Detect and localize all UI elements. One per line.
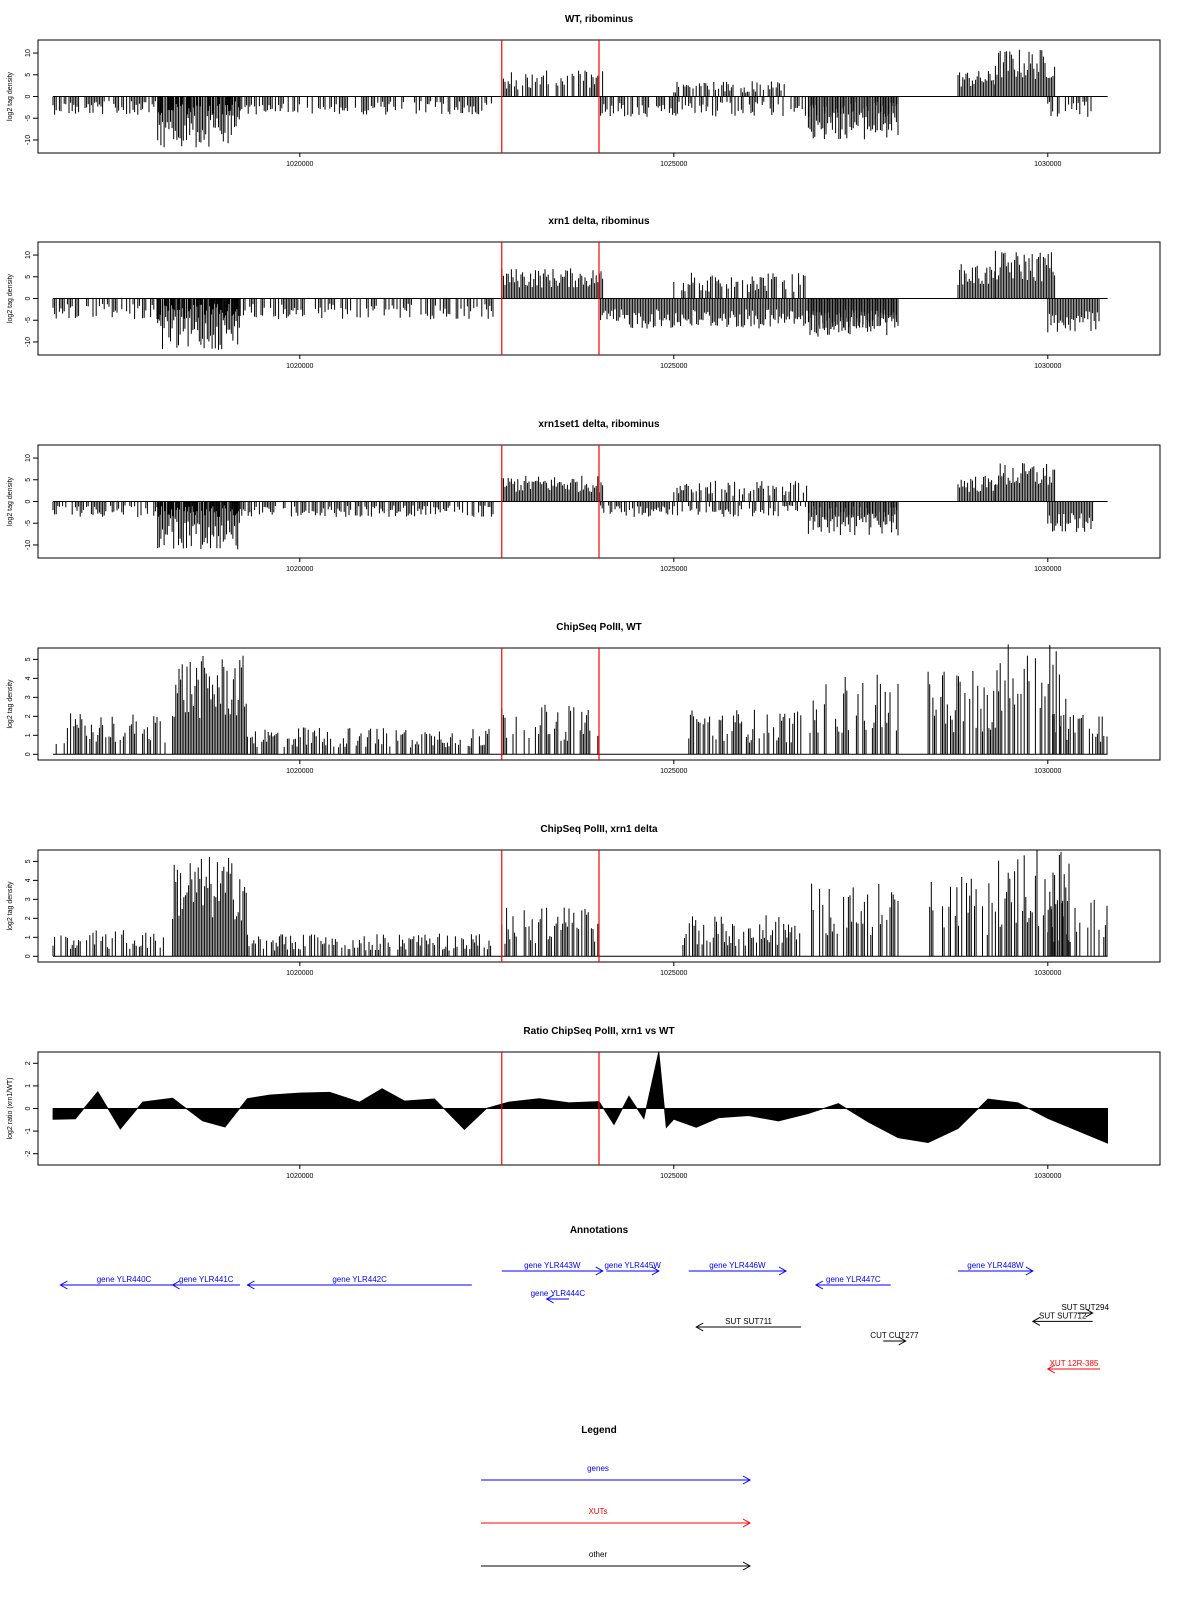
y-tick-label: 4 [25, 878, 32, 883]
gene-label: gene YLR446W [709, 1261, 766, 1270]
x-tick-label: 1030000 [1034, 161, 1062, 168]
signal-bars [53, 97, 491, 115]
y-tick-label: 2 [25, 916, 32, 921]
gene-label: gene YLR447C [826, 1275, 881, 1284]
y-axis-label: log2 tag density [7, 273, 14, 324]
x-tick-label: 1030000 [1034, 768, 1062, 775]
x-tick-label: 1020000 [286, 970, 314, 977]
y-tick-label: 0 [25, 94, 32, 99]
gene-label: gene YLR440C [96, 1275, 152, 1284]
signal-bars [930, 877, 992, 956]
y-tick-label: 1 [25, 935, 32, 940]
y-tick-label: 0 [25, 954, 32, 959]
legend-label: other [588, 1550, 608, 1559]
y-tick-label: 4 [25, 676, 32, 681]
x-tick-label: 1025000 [660, 161, 688, 168]
y-tick-label: 0 [25, 1106, 32, 1111]
signal-bars [1048, 97, 1091, 117]
panel-title: ChipSeq PolII, WT [556, 622, 642, 633]
panel-title: WT, ribominus [564, 14, 634, 25]
x-tick-label: 1025000 [660, 768, 688, 775]
xut-label: XUT 12R-385 [1049, 1359, 1099, 1368]
x-tick-label: 1020000 [286, 161, 314, 168]
chart-panel [7, 14, 1160, 168]
signal-bars [674, 481, 807, 502]
signal-bars [53, 502, 493, 518]
signal-bars [502, 268, 603, 298]
gene-label: gene YLR448W [967, 1261, 1024, 1270]
y-tick-label: 2 [25, 1061, 32, 1066]
legend-label: genes [587, 1464, 609, 1473]
signal-bars [1048, 502, 1093, 532]
y-tick-label: -5 [25, 115, 32, 122]
y-tick-label: 10 [25, 251, 32, 259]
x-tick-label: 1020000 [286, 1173, 314, 1180]
y-tick-label: 3 [25, 695, 32, 700]
x-tick-label: 1020000 [286, 566, 314, 573]
signal-bars [995, 463, 1054, 501]
signal-bars [173, 857, 247, 956]
x-tick-label: 1030000 [1034, 1173, 1062, 1180]
other-feature-label: SUT SUT712 [1039, 1311, 1087, 1321]
gene-label: gene YLR443W [524, 1261, 581, 1270]
annotations-title: Annotations [569, 1225, 629, 1236]
x-tick-label: 1025000 [660, 363, 688, 370]
y-axis-label: log2 tag density [7, 476, 14, 527]
y-tick-label: -10 [25, 134, 32, 146]
x-tick-label: 1025000 [660, 970, 688, 977]
y-tick-label: -5 [25, 317, 32, 324]
y-tick-label: 1 [25, 1083, 32, 1088]
y-tick-label: -10 [25, 336, 32, 348]
signal-bars [808, 502, 898, 536]
ratio-area [53, 1052, 1108, 1144]
y-tick-label: 10 [25, 49, 32, 57]
y-tick-label: -10 [25, 539, 32, 551]
x-tick-label: 1030000 [1034, 970, 1062, 977]
y-tick-label: 5 [25, 477, 32, 482]
y-tick-label: 2 [25, 714, 32, 719]
x-tick-label: 1020000 [286, 363, 314, 370]
y-tick-label: -2 [25, 1150, 32, 1157]
y-axis-label: log2 tag density [7, 71, 14, 122]
x-tick-label: 1025000 [660, 566, 688, 573]
y-tick-label: -5 [25, 520, 32, 527]
gene-label: gene YLR442C [332, 1275, 387, 1284]
y-tick-label: 5 [25, 274, 32, 279]
signal-bars [958, 71, 995, 96]
signal-bars [502, 476, 603, 502]
x-tick-label: 1030000 [1034, 363, 1062, 370]
panel-title: xrn1 delta, ribominus [548, 216, 650, 227]
chart-panel [7, 1026, 1160, 1180]
signal-bars [995, 850, 1069, 956]
other-feature-label: CUT CUT277 [870, 1331, 919, 1340]
gene-label: gene YLR441C [179, 1275, 234, 1284]
signal-bars [503, 71, 602, 97]
x-tick-label: 1030000 [1034, 566, 1062, 573]
legend-label: XUTs [588, 1507, 608, 1516]
y-axis-label: log2 tag density [7, 881, 14, 931]
signal-bars [995, 50, 1054, 97]
signal-bars [808, 97, 898, 140]
signal-bars [1048, 299, 1099, 333]
signal-bars [53, 299, 493, 320]
signal-bars [995, 251, 1054, 299]
signal-bars [958, 264, 995, 298]
signal-bars [56, 713, 165, 754]
chart-panel [7, 419, 1160, 573]
signal-bars [683, 915, 800, 956]
y-tick-label: 3 [25, 897, 32, 902]
signal-bars [810, 675, 898, 755]
y-tick-label: 0 [25, 752, 32, 757]
signal-bars [53, 930, 163, 956]
y-tick-label: 0 [25, 499, 32, 504]
y-tick-label: 10 [25, 454, 32, 462]
signal-bars [812, 884, 898, 957]
y-tick-label: -1 [25, 1127, 32, 1135]
other-feature-label: SUT SUT294 [1061, 1303, 1109, 1312]
chart-panel [7, 622, 1160, 775]
signal-bars [502, 705, 598, 755]
signal-bars [689, 710, 801, 755]
signal-bars [247, 728, 489, 755]
legend [481, 1425, 750, 1570]
signal-bars [247, 934, 490, 957]
x-tick-label: 1025000 [660, 1173, 688, 1180]
y-axis-label: log2 tag density [7, 679, 14, 729]
panel-title: xrn1set1 delta, ribominus [538, 419, 660, 430]
annotations-panel [60, 1225, 1109, 1373]
chart-panel [7, 216, 1160, 370]
gene-label: gene YLR444C [530, 1289, 586, 1298]
other-feature-label: SUT SUT711 [725, 1317, 773, 1326]
y-tick-label: 0 [25, 296, 32, 301]
signal-bars [173, 656, 247, 755]
signal-bars [928, 671, 995, 754]
signal-bars [674, 81, 784, 96]
y-axis-label: log2 ratio (xrn1/WT) [7, 1077, 14, 1140]
signal-bars [502, 908, 598, 957]
chart-panel [7, 824, 1160, 977]
y-tick-label: 5 [25, 657, 32, 662]
signal-bars [958, 476, 995, 502]
gene-label: gene YLR445W [604, 1261, 661, 1270]
y-tick-label: 5 [25, 72, 32, 77]
y-tick-label: 1 [25, 733, 32, 738]
legend-title: Legend [581, 1425, 617, 1436]
y-tick-label: 5 [25, 859, 32, 864]
signal-bars [1048, 900, 1107, 956]
x-tick-label: 1020000 [286, 768, 314, 775]
panel-title: ChipSeq PolII, xrn1 delta [540, 824, 658, 835]
signal-bars [674, 273, 805, 299]
panel-title: Ratio ChipSeq PolII, xrn1 vs WT [523, 1026, 675, 1037]
